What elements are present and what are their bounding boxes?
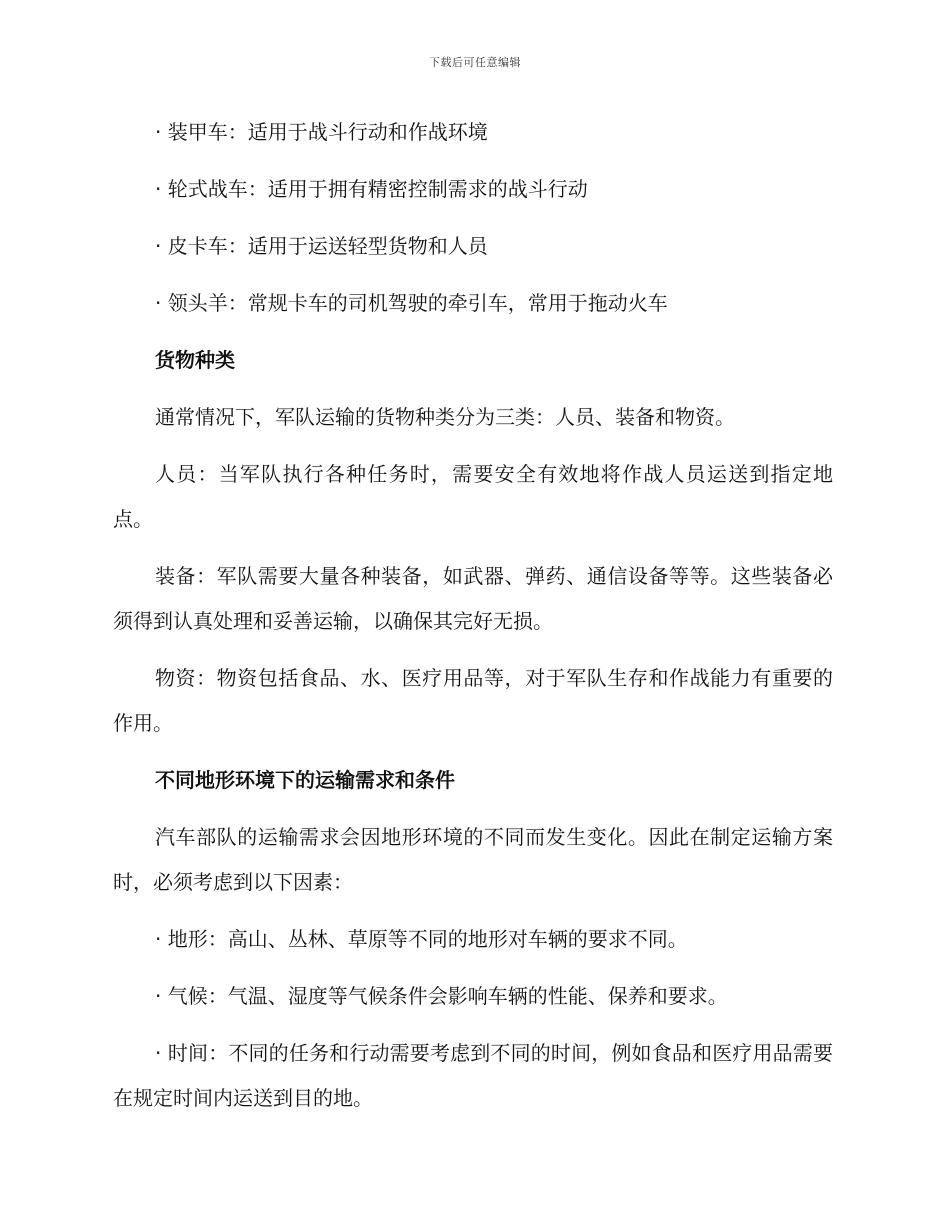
cargo-intro-paragraph: 通常情况下，军队运输的货物种类分为三类：人员、装备和物资。 [155, 405, 735, 429]
cargo-equipment-paragraph: 装备：军队需要大量各种装备，如武器、弹药、通信设备等等。这些装备必须得到认真处理和妥善运输，以确保其完好无损。 [113, 564, 833, 633]
bullet-terrain: · 地形：高山、丛林、草原等不同的地形对车辆的要求不同。 [155, 927, 688, 951]
bullet-armored-vehicle: · 装甲车：适用于战斗行动和作战环境 [155, 120, 488, 144]
cargo-personnel-paragraph: 人员：当军队执行各种任务时，需要安全有效地将作战人员运送到指定地点。 [113, 462, 833, 531]
page-header-note: 下载后可任意编辑 [429, 56, 521, 69]
section-heading-terrain-requirements: 不同地形环境下的运输需求和条件 [155, 768, 455, 792]
bullet-tractor-unit: · 领头羊：常规卡车的司机驾驶的牵引车，常用于拖动火车 [155, 291, 668, 315]
cargo-supplies-paragraph: 物资：物资包括食品、水、医疗用品等，对于军队生存和作战能力有重要的作用。 [113, 666, 833, 735]
document-body [113, 110, 833, 1133]
bullet-time: · 时间：不同的任务和行动需要考虑到不同的时间，例如食品和医疗用品需要在规定时间内运送到目的地。 [113, 1041, 833, 1110]
bullet-climate: · 气候：气温、湿度等气候条件会影响车辆的性能、保养和要求。 [155, 984, 728, 1008]
terrain-intro-paragraph: 汽车部队的运输需求会因地形环境的不同而发生变化。因此在制定运输方案时，必须考虑到以下因素： [113, 825, 833, 894]
bullet-wheeled-combat-vehicle: · 轮式战车：适用于拥有精密控制需求的战斗行动 [155, 177, 588, 201]
section-heading-cargo-types: 货物种类 [155, 348, 235, 372]
bullet-pickup-truck: · 皮卡车：适用于运送轻型货物和人员 [155, 234, 488, 258]
